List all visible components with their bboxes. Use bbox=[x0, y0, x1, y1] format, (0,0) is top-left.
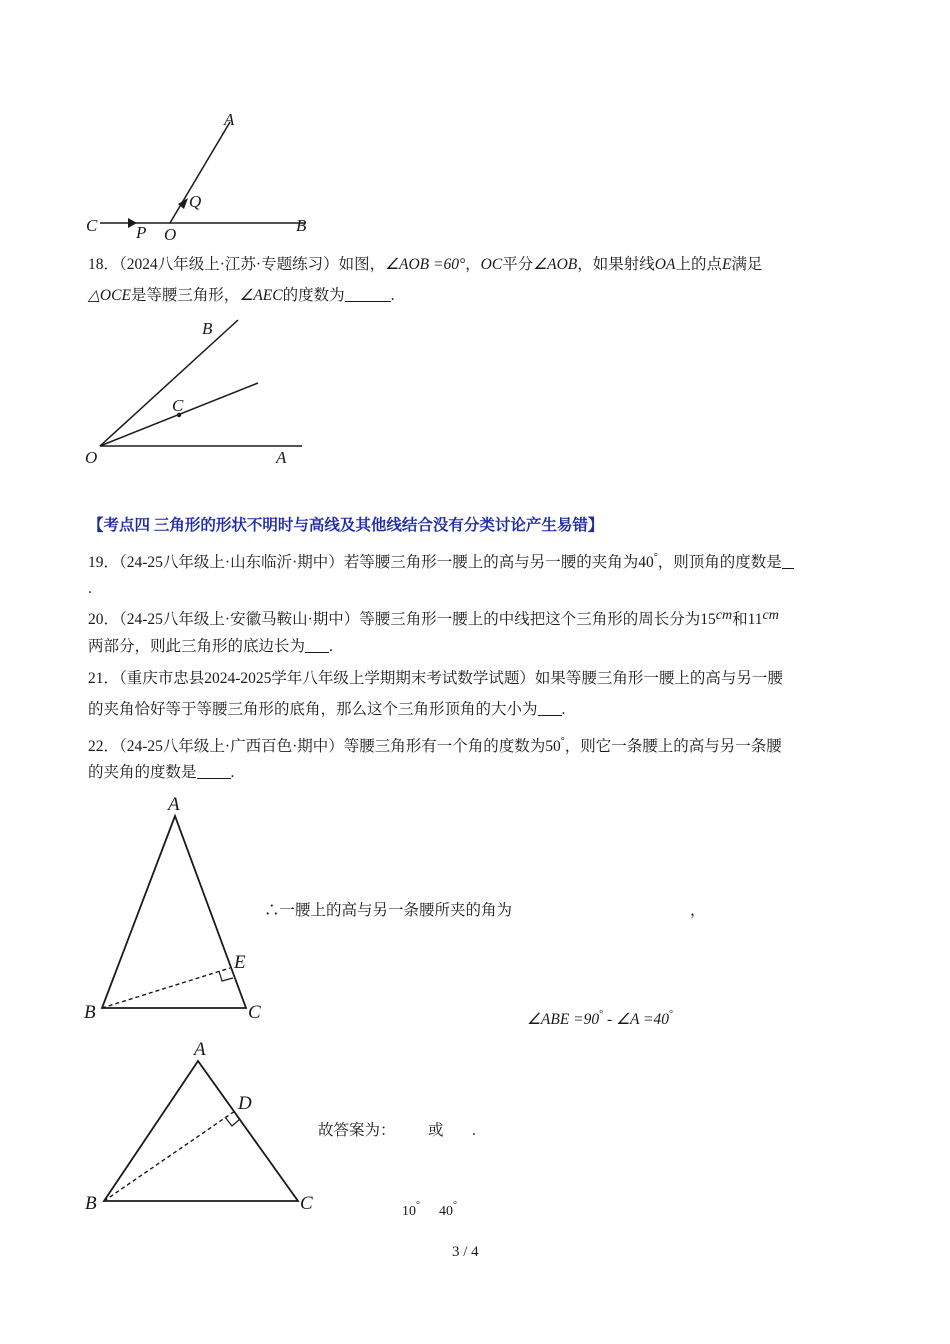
q20-answer-blank bbox=[305, 638, 329, 653]
q22-line2: 的夹角的度数是 bbox=[88, 764, 197, 781]
page-number: 3 / 4 bbox=[452, 1244, 479, 1260]
q19-answer-blank bbox=[782, 554, 794, 569]
solution-ans-2: 40 bbox=[439, 1204, 453, 1219]
fig22a-label-c: C bbox=[248, 1002, 261, 1023]
question-19-line-2 bbox=[88, 578, 92, 600]
q18-text4: 满足 bbox=[731, 256, 763, 273]
question-18-line-1 bbox=[88, 254, 762, 276]
fig22b-label-a: A bbox=[194, 1039, 206, 1060]
figure-q18 bbox=[80, 312, 320, 472]
q19-period: . bbox=[88, 580, 92, 597]
fig17-label-p: P bbox=[136, 223, 147, 242]
solution-ans-2-degree: ° bbox=[453, 1200, 457, 1211]
q21-period: . bbox=[561, 701, 566, 718]
q21-text: （重庆市忠县2024-2025学年八年级上学期期末考试数学试题）如果等腰三角形一腰上的高与另一腰 bbox=[119, 670, 783, 687]
q18-source: （2024八年级上·江苏·专题练习）如图， bbox=[119, 256, 386, 273]
solution-minus: - bbox=[603, 1011, 617, 1028]
q18-e: E bbox=[721, 256, 732, 273]
question-20-line-2 bbox=[88, 636, 333, 658]
q20-line2: 两部分，则此三角形的底边长为 bbox=[88, 638, 306, 655]
q21-line2: 的夹角恰好等于等腰三角形的底角，那么这个三角形顶角的大小为 bbox=[88, 701, 538, 718]
q20-value-1: 15 bbox=[700, 611, 716, 628]
q20-text: （24-25八年级上·安徽马鞍山·期中）等腰三角形一腰上的中线把这个三角形的周长分为 bbox=[119, 611, 701, 628]
q20-unit-1: cm bbox=[715, 608, 733, 623]
fig22b-label-c: C bbox=[300, 1193, 313, 1214]
q18-line2-text: 是等腰三角形， bbox=[130, 287, 240, 304]
q19-value: 40 bbox=[638, 554, 654, 571]
q18-text3: 上的点 bbox=[675, 256, 722, 273]
solution-degree-1: ° bbox=[599, 1009, 604, 1020]
q22-text-end: ，则它一条腰上的高与另一条腰 bbox=[564, 738, 782, 755]
q21-number: 21． bbox=[88, 670, 120, 687]
q18-angle-expr: ∠AOB =60° bbox=[385, 256, 466, 273]
q22-degree: ° bbox=[560, 736, 565, 747]
q18-angle2: ∠AOB bbox=[533, 256, 578, 273]
q18-line2-end: 的度数为 bbox=[282, 287, 345, 304]
q20-number: 20． bbox=[88, 611, 120, 628]
fig18-label-b: B bbox=[202, 319, 213, 338]
q18-answer-blank bbox=[345, 287, 391, 302]
q19-degree: ° bbox=[653, 552, 658, 563]
solution-therefore-text: ∴一腰上的高与另一条腰所夹的角为 bbox=[264, 902, 513, 919]
q18-period: . bbox=[390, 287, 395, 304]
q22-value: 50 bbox=[545, 738, 561, 755]
q20-and: 和 bbox=[732, 611, 748, 628]
q19-text: （24-25八年级上·山东临沂·期中）若等腰三角形一腰上的高与另一腰的夹角为 bbox=[119, 554, 639, 571]
q22-answer-blank bbox=[197, 764, 231, 779]
solution-ans-1: 10 bbox=[402, 1204, 416, 1219]
solution-answer-prefix: 故答案为： bbox=[318, 1122, 396, 1139]
q18-bisect: 平分 bbox=[502, 256, 534, 273]
fig17-label-q: Q bbox=[189, 192, 202, 211]
figure-q22-acute bbox=[80, 790, 280, 1030]
question-22-line-2 bbox=[88, 762, 234, 784]
figure-q17 bbox=[80, 105, 320, 245]
solution-final-period: . bbox=[472, 1122, 476, 1139]
question-21-line-2 bbox=[88, 699, 565, 721]
q22-period: . bbox=[230, 764, 235, 781]
fig17-label-o: O bbox=[164, 225, 177, 244]
solution-answer bbox=[318, 1120, 396, 1142]
q18-number: 18． bbox=[88, 256, 120, 273]
q22-number: 22． bbox=[88, 738, 120, 755]
q20-unit-2: cm bbox=[762, 608, 779, 623]
fig18-label-c: C bbox=[172, 396, 184, 415]
q18-sep: ， bbox=[465, 256, 481, 273]
question-22-line-1 bbox=[88, 731, 782, 758]
solution-degree-2: ° bbox=[668, 1009, 673, 1020]
solution-ans-1-degree: ° bbox=[416, 1200, 420, 1211]
fig17-label-a: A bbox=[224, 110, 235, 129]
fig22a-label-e: E bbox=[234, 952, 246, 973]
fig22a-label-a: A bbox=[168, 794, 180, 815]
q18-angle-aec: ∠AEC bbox=[239, 287, 283, 304]
fig17-label-c: C bbox=[86, 216, 98, 235]
question-21-line-1 bbox=[88, 668, 783, 690]
q19-text-end: ，则顶角的度数是 bbox=[657, 554, 782, 571]
fig18-label-a: A bbox=[276, 448, 287, 467]
solution-answer-values bbox=[402, 1195, 457, 1223]
q19-number: 19． bbox=[88, 554, 120, 571]
solution-angle-eq bbox=[527, 1004, 673, 1031]
question-18-line-2 bbox=[88, 285, 395, 307]
fig17-label-b: B bbox=[296, 216, 307, 235]
q22-text: （24-25八年级上·广西百色·期中）等腰三角形有一个角的度数为 bbox=[119, 738, 546, 755]
section-heading-4: 【考点四 三角形的形状不明时与高线及其他线结合没有分类讨论产生易错】 bbox=[88, 517, 604, 534]
question-19-line-1 bbox=[88, 547, 794, 574]
figure-q22-second bbox=[80, 1035, 340, 1220]
q18-triangle: △OCE bbox=[88, 287, 131, 304]
q18-oc: OC bbox=[480, 256, 503, 273]
fig22b-label-d: D bbox=[238, 1093, 252, 1114]
solution-therefore bbox=[264, 900, 512, 922]
q21-answer-blank bbox=[538, 701, 562, 716]
solution-angle-abe: ∠ABE =90 bbox=[527, 1011, 600, 1028]
fig22a-label-b: B bbox=[84, 1002, 96, 1023]
question-20-line-1 bbox=[88, 605, 779, 631]
solution-or: 或 bbox=[428, 1122, 444, 1139]
solution-comma: ， bbox=[690, 902, 706, 919]
q20-period: . bbox=[329, 638, 333, 655]
q18-oa: OA bbox=[654, 256, 676, 273]
fig18-label-o: O bbox=[85, 448, 98, 467]
fig22b-label-b: B bbox=[85, 1193, 97, 1214]
solution-angle-a: ∠A =40 bbox=[616, 1011, 669, 1028]
q18-text2: ，如果射线 bbox=[577, 256, 655, 273]
q20-value-2: 11 bbox=[747, 611, 763, 628]
